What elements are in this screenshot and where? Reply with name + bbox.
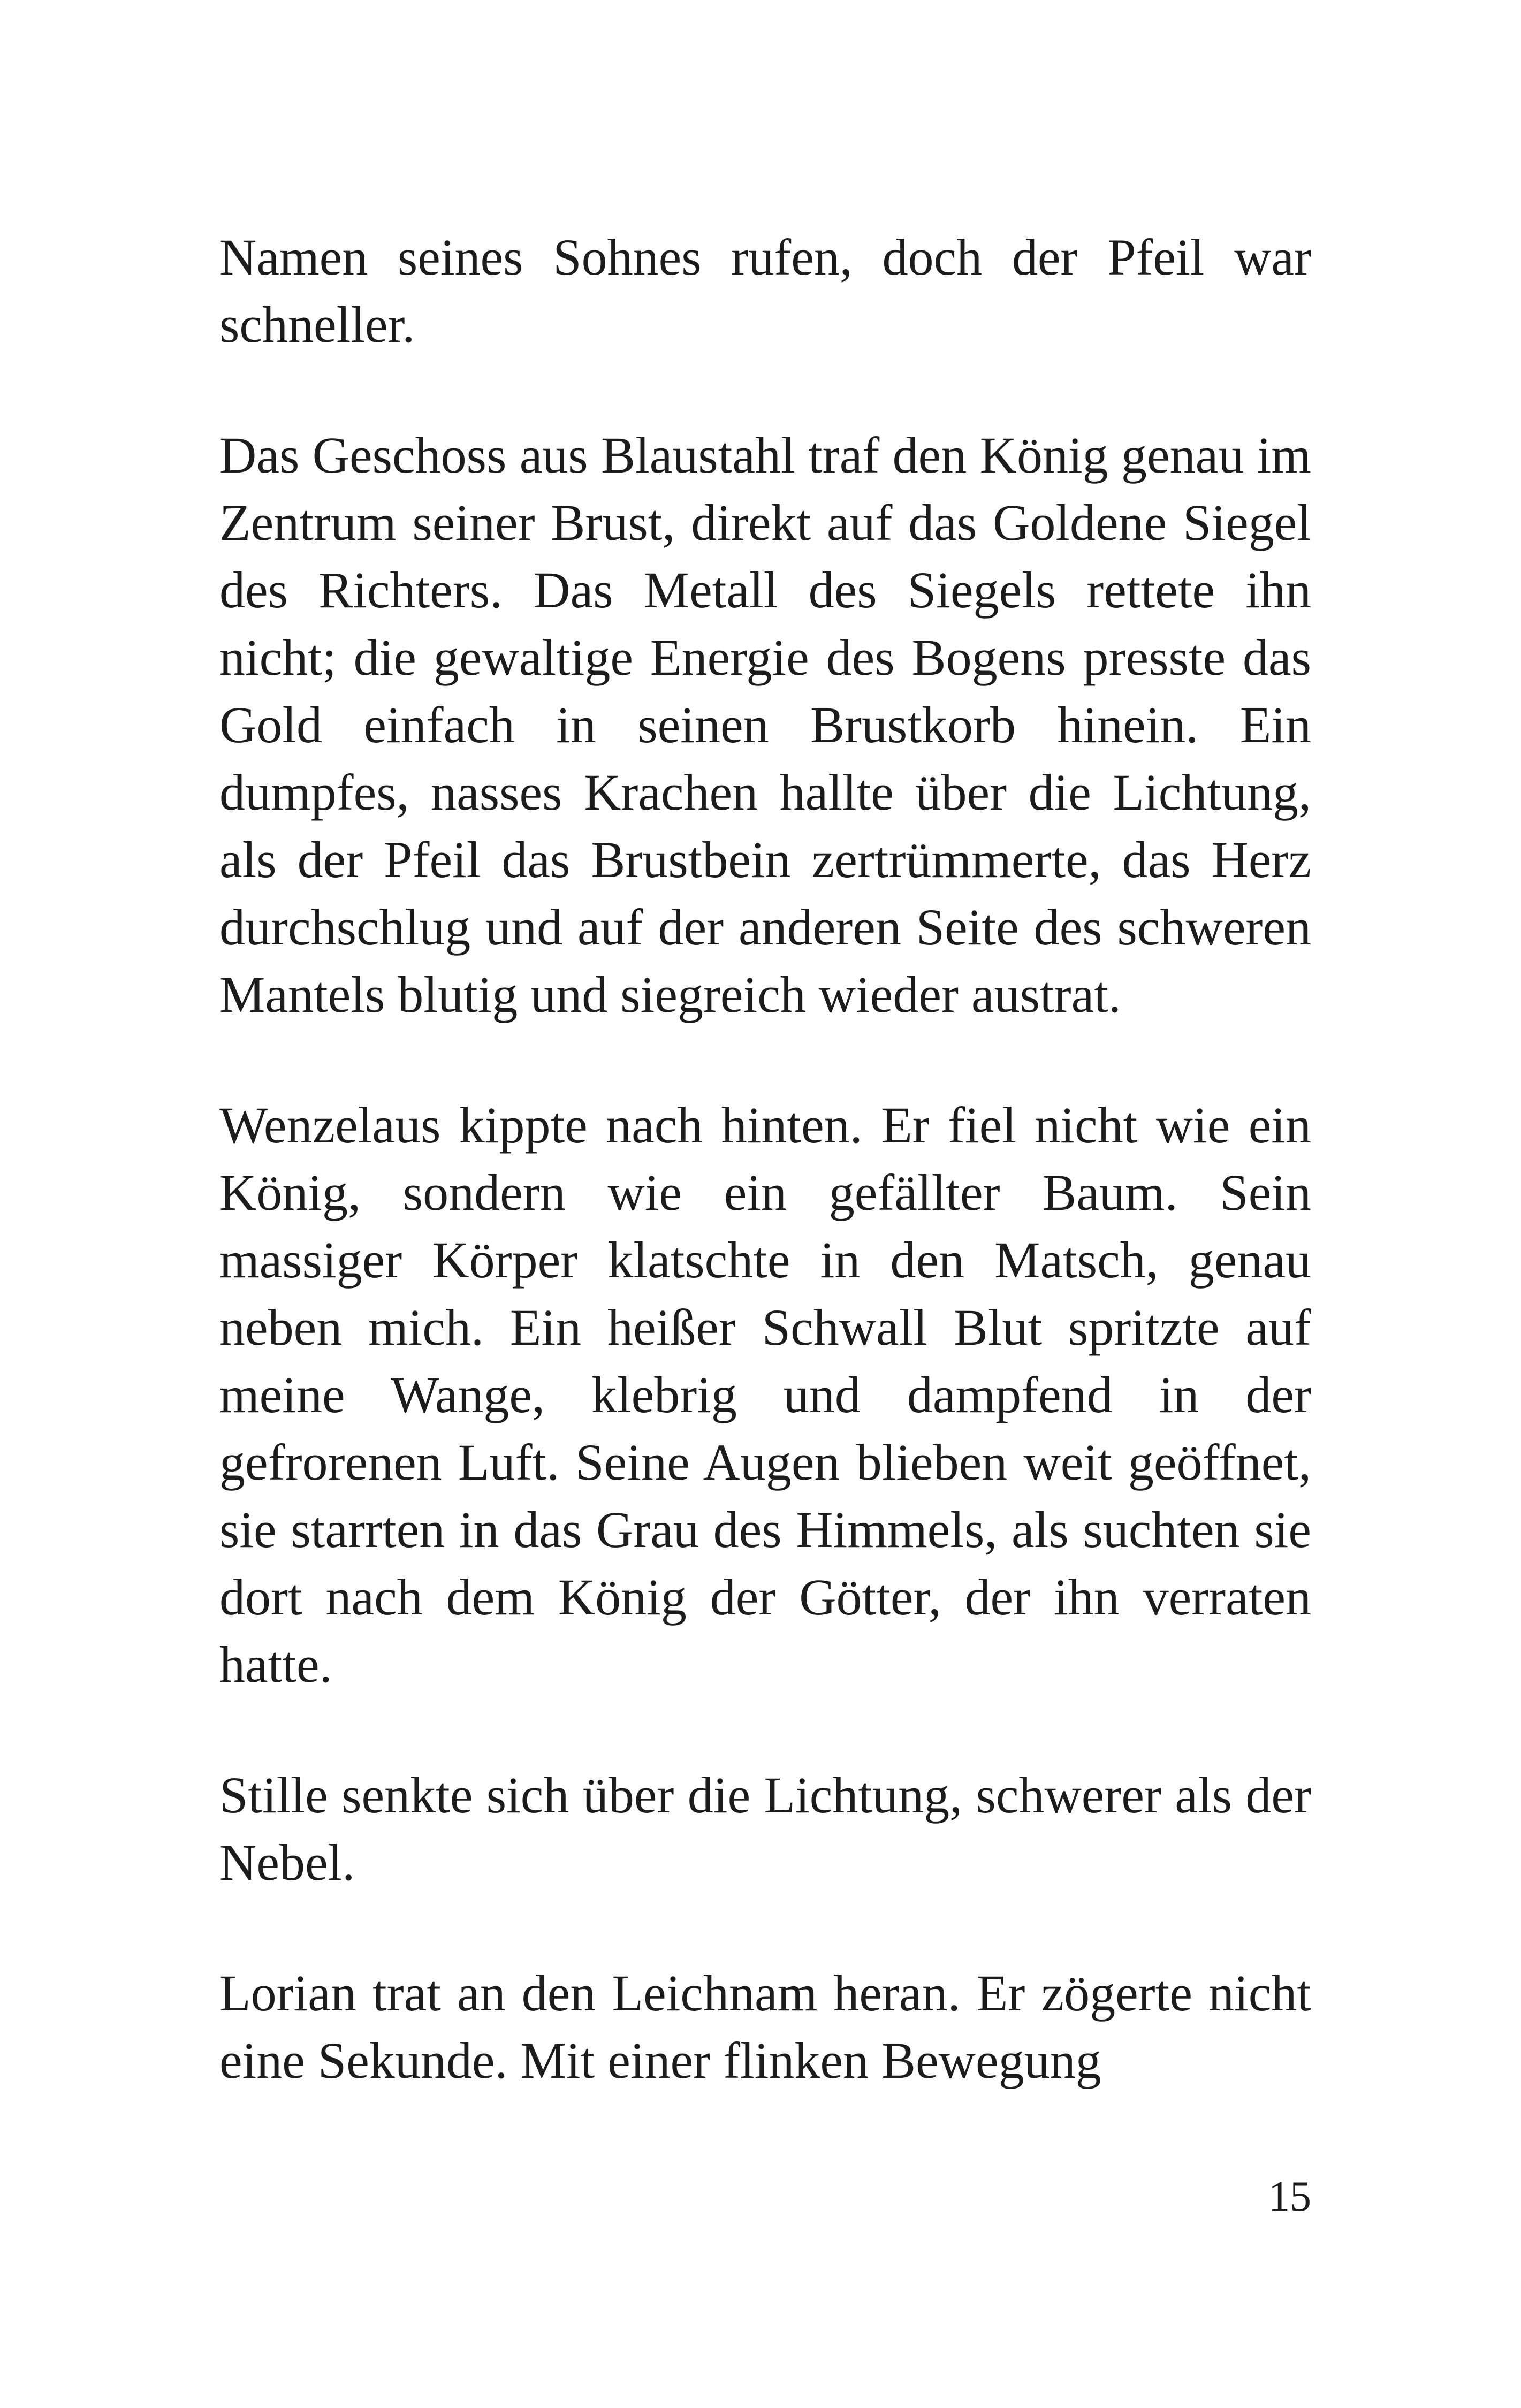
- paragraph-1: Namen seines Sohnes rufen, doch der Pfeil war schneller.: [219, 228, 1311, 353]
- paragraph-2: Das Geschoss aus Blaustahl traf den König genau im Zentrum seiner Brust, direkt auf das Goldene Siegel des Richters. Das Metall des Siegels rettete ihn nicht; die gewaltige Energie des Bogens presste das Gold einfach in seinen Brustkorb hinein. Ein dumpfes, nasses Krachen hallte über die Lichtung, als der Pfeil das Brustbein zertrümmerte, das Herz durchschlug und auf der anderen Seite des schweren Mantels blutig und siegreich wieder austrat.: [219, 426, 1311, 1023]
- page-number: 15: [1268, 2173, 1311, 2220]
- body-text: [219, 224, 1311, 2094]
- paragraph-3: Wenzelaus kippte nach hinten. Er fiel nicht wie ein König, sondern wie ein gefällter Baum. Sein massiger Körper klatschte in den Matsch, genau neben mich. Ein heißer Schwall Blut spritzte auf meine Wange, klebrig und dampfend in der gefrorenen Luft. Seine Augen blieben weit geöffnet, sie starrten in das Grau des Himmels, als suchten sie dort nach dem König der Götter, der ihn verraten hatte.: [219, 1096, 1311, 1693]
- paragraph-5: Lorian trat an den Leichnam heran. Er zögerte nicht eine Sekunde. Mit einer flinken Bewegung: [219, 1964, 1311, 2089]
- paragraph-4: Stille senkte sich über die Lichtung, schwerer als der Nebel.: [219, 1766, 1311, 1891]
